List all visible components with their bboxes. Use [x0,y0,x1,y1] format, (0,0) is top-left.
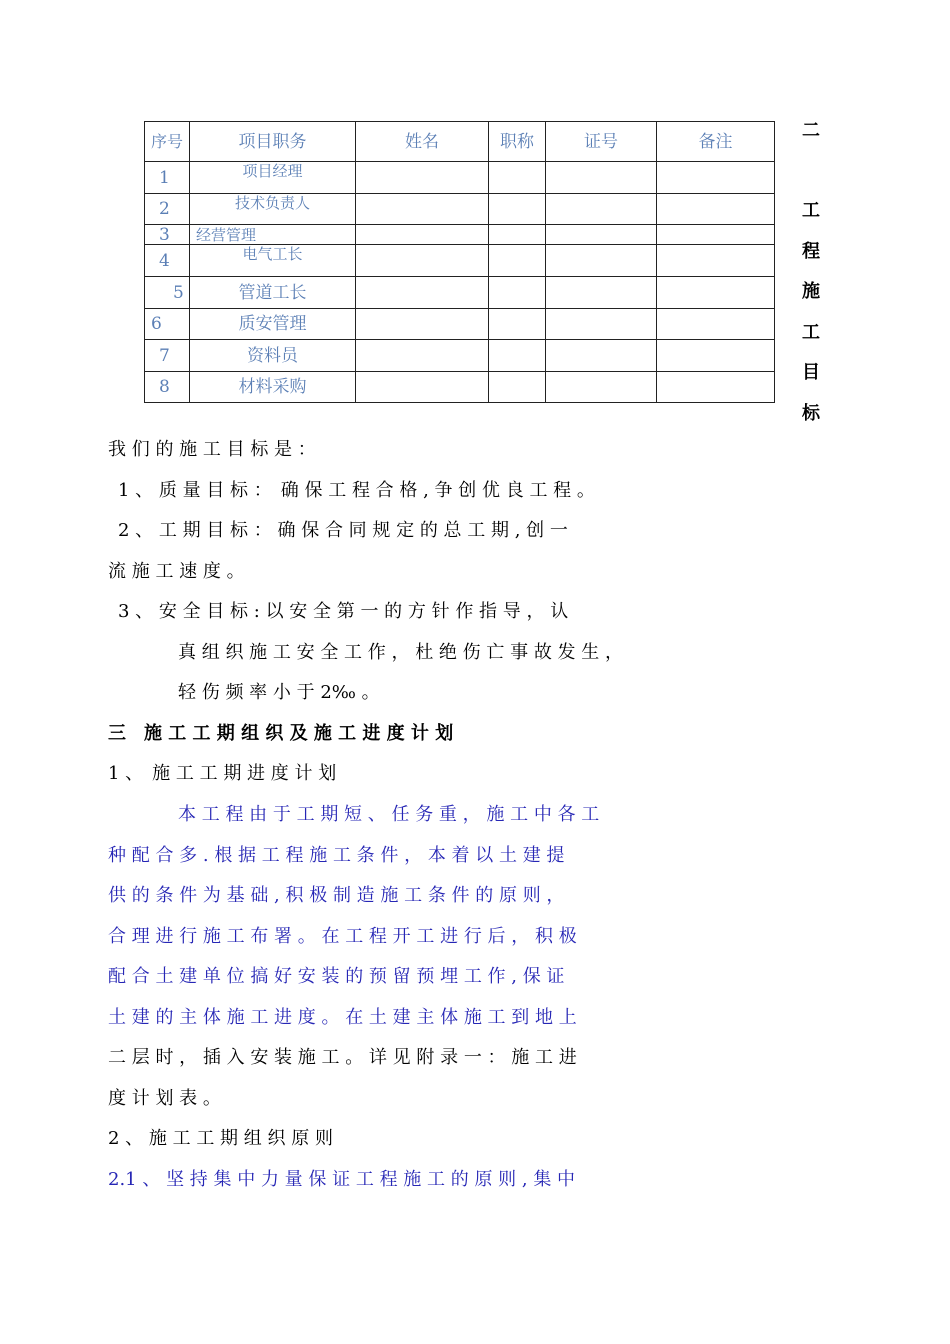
subsection-2-title: 2 、 施 工 工 期 组 织 原 则 [108,1128,333,1149]
row-remark [657,225,775,245]
table-header-row [145,122,775,162]
row-title [489,225,546,245]
header-remark: 备注 [657,122,775,162]
row-remark [657,245,775,277]
row-role: 材料采购 [190,372,356,403]
row-cert [546,162,657,194]
row-seq: 2 [145,194,190,225]
paragraph-line: 合 理 进 行 施 工 布 署 。 在 工 程 开 工 进 行 后 ， 积 极 [108,926,577,947]
row-remark [657,372,775,403]
header-cert: 证号 [546,122,657,162]
subsection-2-1: 2.1 、 坚 持 集 中 力 量 保 证 工 程 施 工 的 原 则 , 集 中 [108,1169,576,1190]
paragraph-line: 土 建 的 主 体 施 工 进 度 。 在 土 建 主 体 施 工 到 地 上 [108,1007,577,1028]
row-name [356,225,489,245]
section-three-title: 三 施 工 工 期 组 织 及 施 工 进 度 计 划 [108,723,454,744]
goal-safety-cont2: 轻 伤 频 率 小 于 2‰ 。 [178,682,380,703]
paragraph-line: 配 合 土 建 单 位 搞 好 安 装 的 预 留 预 埋 工 作 , 保 证 [108,966,565,987]
row-cert [546,194,657,225]
goal-schedule: 2 、 工 期 目 标 ： 确 保 合 同 规 定 的 总 工 期 , 创 一 [118,520,568,541]
side-heading-char: 目 [802,362,820,383]
row-name [356,245,489,277]
row-name [356,194,489,225]
row-seq: 7 [145,340,190,372]
row-role: 技术负责人 [190,194,356,225]
goal-quality: 1 、 质 量 目 标 ： 确 保 工 程 合 格 , 争 创 优 良 工 程 。 [118,480,595,501]
goal-safety-cont: 真 组 织 施 工 安 全 工 作 ， 杜 绝 伤 亡 事 故 发 生 ， [178,642,623,663]
row-seq: 3 [145,225,190,245]
row-remark [657,277,775,309]
row-name [356,277,489,309]
table-row [145,225,775,245]
row-remark [657,340,775,372]
row-cert [546,372,657,403]
table-row [145,309,775,340]
paragraph-line: 度 计 划 表 。 [108,1088,221,1109]
row-remark [657,194,775,225]
side-heading-char: 工 [802,200,820,221]
table-row [145,277,775,309]
row-role: 质安管理 [190,309,356,340]
row-role: 资料员 [190,340,356,372]
paragraph-line: 二 层 时 ， 插 入 安 装 施 工 。 详 见 附 录 一 ： 施 工 进 [108,1047,577,1068]
row-role: 管道工长 [190,277,356,309]
goal-safety: 3 、 安 全 目 标 : 以 安 全 第 一 的 方 针 作 指 导 ， 认 [118,601,569,622]
paragraph-line: 种 配 合 多 . 根 据 工 程 施 工 条 件 ， 本 着 以 土 建 提 [108,845,565,866]
row-title [489,277,546,309]
row-name [356,162,489,194]
table-row [145,372,775,403]
row-title [489,340,546,372]
header-role: 项目职务 [190,122,356,162]
row-role: 电气工长 [190,245,356,277]
row-remark [657,309,775,340]
row-title [489,372,546,403]
subsection-1-title: 1 、 施 工 工 期 进 度 计 划 [108,763,337,784]
row-seq: 6 [145,309,190,340]
paragraph-line: 供 的 条 件 为 基 础 , 积 极 制 造 施 工 条 件 的 原 则 ， [108,885,565,906]
row-role: 经营管理 [190,225,356,245]
row-cert [546,225,657,245]
side-heading-char: 二 [802,120,820,141]
table-row [145,194,775,225]
row-role: 项目经理 [190,162,356,194]
table-row [145,340,775,372]
side-heading-char: 程 [802,241,820,262]
side-heading-char: 施 [802,281,820,302]
goal-schedule-cont: 流 施 工 速 度 。 [108,561,245,582]
table-row [145,245,775,277]
header-name: 姓名 [356,122,489,162]
row-name [356,340,489,372]
row-title [489,309,546,340]
header-seq: 序号 [145,122,190,162]
row-cert [546,277,657,309]
row-cert [546,309,657,340]
row-title [489,162,546,194]
row-seq: 4 [145,245,190,277]
row-cert [546,245,657,277]
table-row [145,162,775,194]
row-seq: 8 [145,372,190,403]
row-seq: 1 [145,162,190,194]
row-remark [657,162,775,194]
staff-table [144,121,775,403]
row-cert [546,340,657,372]
goals-intro: 我 们 的 施 工 目 标 是 ： [108,439,316,460]
side-heading-char: 工 [802,322,820,343]
row-title [489,245,546,277]
header-title: 职称 [489,122,546,162]
row-title [489,194,546,225]
side-heading-char: 标 [802,403,820,424]
row-name [356,309,489,340]
row-seq: 5 [145,277,190,309]
row-name [356,372,489,403]
paragraph-line: 本 工 程 由 于 工 期 短 、 任 务 重 ， 施 工 中 各 工 [178,804,600,825]
